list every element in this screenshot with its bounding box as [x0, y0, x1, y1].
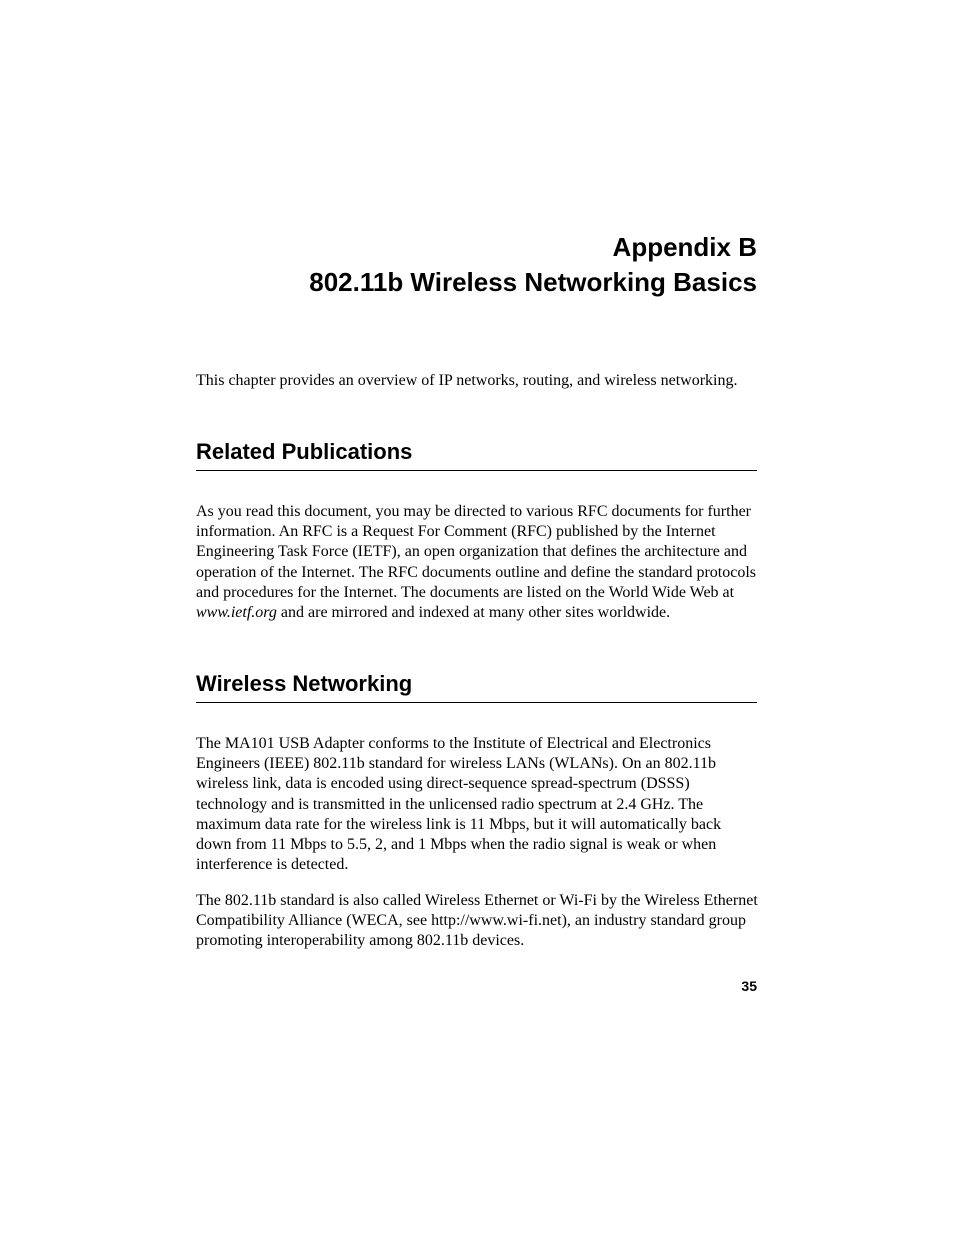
chapter-title: 802.11b Wireless Networking Basics: [309, 267, 757, 297]
section-heading-wireless-networking: Wireless Networking: [196, 671, 757, 703]
chapter-label: Appendix B: [612, 232, 757, 262]
intro-paragraph: This chapter provides an overview of IP networks, routing, and wireless networking.: [196, 372, 738, 389]
related-publications-text-end: and are mirrored and indexed at many other sites worldwide.: [276, 604, 671, 622]
page-number: 35: [741, 978, 757, 994]
related-publications-paragraph: [196, 502, 758, 623]
wireless-networking-paragraph-2: The 802.11b standard is also called Wireless Ethernet or Wi-Fi by the Wireless Ethernet Compatibility Alliance (WECA, see http://www.wi-fi.net), an industry standard group promoting interoperability among 802.11b devices.: [196, 892, 758, 950]
ietf-link[interactable]: www.ietf.org: [196, 604, 277, 622]
related-publications-text: As you read this document, you may be directed to various RFC documents for further information. An RFC is a Request For Comment (RFC) published by the Internet Engineering Task Force (IETF), an open organization that defines the architecture and operation of the Internet. The RFC documents outline and define the standard protocols and procedures for the Internet. The documents are listed on the World Wide Web at: [196, 503, 757, 601]
wireless-networking-paragraph-1: The MA101 USB Adapter conforms to the Institute of Electrical and Electronics Engineers (IEEE) 802.11b standard for wireless LANs (WLANs). On an 802.11b wireless link, data is encoded using direct-sequence spread-spectrum (DSSS) technology and is transmitted in the unlicensed radio spectrum at 2.4 GHz. The maximum data rate for the wireless link is 11 Mbps, but it will automatically back down from 11 Mbps to 5.5, 2, and 1 Mbps when the radio signal is weak or when interference is detected.: [196, 735, 722, 874]
section-heading-related-publications: Related Publications: [196, 439, 757, 471]
chapter-heading: [196, 230, 757, 300]
